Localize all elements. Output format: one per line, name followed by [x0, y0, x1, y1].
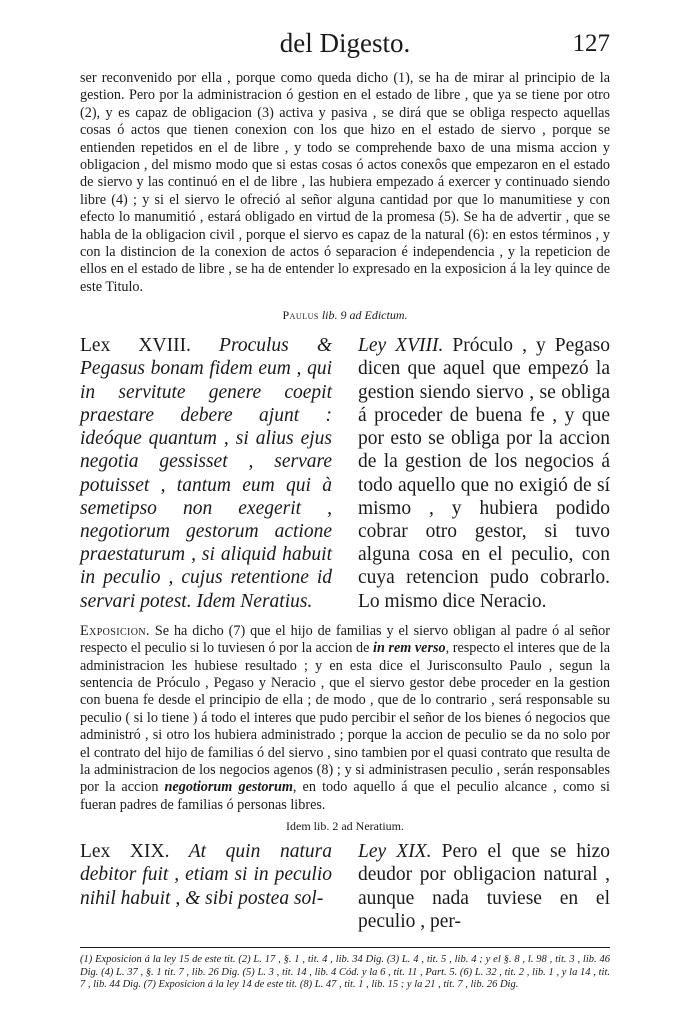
exposicion-paragraph — [80, 623, 610, 814]
ley-18-spanish-heading: Ley XVIII. — [358, 335, 444, 357]
running-title: del Digesto. — [279, 28, 411, 58]
exposicion-text-3: , en todo aquello á que el peculio alcance , como si fueran padres de familias ó personas libres. — [80, 779, 610, 813]
lex-19-columns — [80, 840, 610, 933]
lex-18-columns — [80, 334, 610, 612]
attribution-idem: Idem lib. 2 ad Neratium. — [286, 819, 404, 834]
lex-18-latin-heading: Lex XVIII. — [80, 335, 191, 357]
lex-18-spanish — [358, 334, 610, 612]
lex-19-latin-text: At quin natura debitor fuit , etiam si in peculio nihil habuit , & sibi postea sol- — [80, 841, 332, 909]
exposicion-term-1: in rem verso — [373, 640, 446, 657]
lex-19-spanish — [358, 840, 610, 933]
attribution-paulus — [80, 308, 610, 323]
page — [80, 28, 610, 1002]
intro-paragraph: ser reconvenido por ella , porque como queda dicho (1), se ha de mirar al principio de la gestion. Pero por la administracion ó gestion en el estado de libre , que ya se tiene por otro (2), y es capaz de obligacion (3) activa y pasiva , se dirá que se obliga respecto aquellas cosas ó actos que tienen conexion con los que hizo en el estado de siervo , porque se entienden repetidos en el de libre , y todo se comprehende baxo de una misma accion y obligacion , del mismo modo que si estas cosas ó actos conexôs que empezaron en el estado de siervo y las continuó en el de libre , las hubiera empezado á exercer y continuado siendo libre (4) ; y si el siervo le ofreció al señor alguna cantidad por que lo manumitiese y con efecto lo manumitió , estará obligado en virtud de la promesa (5). Se ha de advertir , que se habla de la obligacion civil , porque el siervo es capaz de la natural (6): en estos términos , y con la distincion de la conexion de actos ó separacion é independencia , y la repeticion de ellos en el estado de libre , se ha de entender lo expresado en la exposicion á la ley quince de este Titulo. — [80, 70, 610, 295]
ley-18-spanish-text: Próculo , y Pegaso dicen que aquel que empezó la gestion siendo siervo , se obliga á proceder de buena fe , y que por esto se obliga por la accion de la gestion de los negocios á todo aquello que no exigió de sí mismo , y hubiera podido cobrar otro gestor, si tuvo alguna cosa en el peculio, con cuya retencion pudo cobrarlo. Lo mismo dice Neracio. — [358, 335, 610, 612]
exposicion-text-1: Se ha dicho (7) que el hijo de familias y el siervo obligan al padre ó al señor respecto el peculio si lo tuviesen ó por la accion de — [80, 622, 610, 657]
page-header — [80, 28, 610, 70]
lex-19-latin-heading: Lex XIX. — [80, 841, 170, 863]
footnotes: (1) Exposicion á la ley 15 de este tit. (2) L. 17 , §. 1 , tit. 4 , lib. 34 Dig. (3) L. 4 , tit. 5 , lib. 4 ; y el §. 8 , l. 98 , tit. 3 , lib. 46 Dig. (4) L. 37 , §. 1 tit. 7 , lib. 26 Dig. (5) L. 3 , tit. 14 , lib. 4 Cód. y la 6 , tit. 11 , Part. 5. (6) L. 32 , tit. 2 , lib. 1 , y la 14 , tit. 7 , lib. 44 Dig. (7) Exposicion á la ley 14 de este tit. (8) L. 47 , tit. 1 , lib. 15 ; y la 21 , tit. 7 , lib. 26 Dig. — [80, 954, 610, 991]
exposicion-lead: Exposicion. — [80, 622, 150, 639]
attribution-source: lib. 9 ad Edictum. — [321, 308, 408, 323]
exposicion-term-2: negotiorum gestorum — [164, 779, 293, 796]
attribution-author: Paulus — [282, 308, 319, 323]
page-number: 127 — [572, 30, 610, 57]
footnote-rule — [80, 947, 610, 948]
lex-19-latin — [80, 840, 332, 933]
ley-19-spanish-heading: Ley XIX. — [358, 841, 432, 863]
lex-18-latin-text: Proculus & Pegasus bonam fidem eum , qui in servitute genere coepit praestare debere ajunt : ideóque quantum , si alius ejus negotia gessisset , servare potuisset , tantum eum qui à semetipso non exegerit , negotiorum gestorum actione praestaturum , si aliquid habuit in peculio , cujus retentione id servari potest. Idem Neratius. — [80, 335, 333, 612]
ley-19-spanish-text: Pero el que se hizo deudor por obligacion natural , aunque nada tuviese en el peculio , per- — [358, 841, 610, 932]
exposicion-text-2: , respecto el interes que de la administracion les hubiese resultado ; y en esta dice el Jurisconsulto Paulo , segun la sentencia de Próculo , Pegaso y Neracio , que el siervo gestor debe proceder en la gestion con buena fe desde el principio de ella ; de modo , que de lo contrario , será responsable su peculio ( si lo tiene ) á todo el interes que pudo percibir el señor de los bienes ó negocios que administró , si otro los hubiera administrado ; porque la accion de peculio se da no solo por el contrato del hijo de familias ó del siervo , sino tambien por el quasi contrato que resulta de la administracion de los negocios agenos (8) ; y si administrasen peculio , serán responsables por la accion — [80, 640, 611, 796]
lex-18-latin — [80, 334, 332, 612]
